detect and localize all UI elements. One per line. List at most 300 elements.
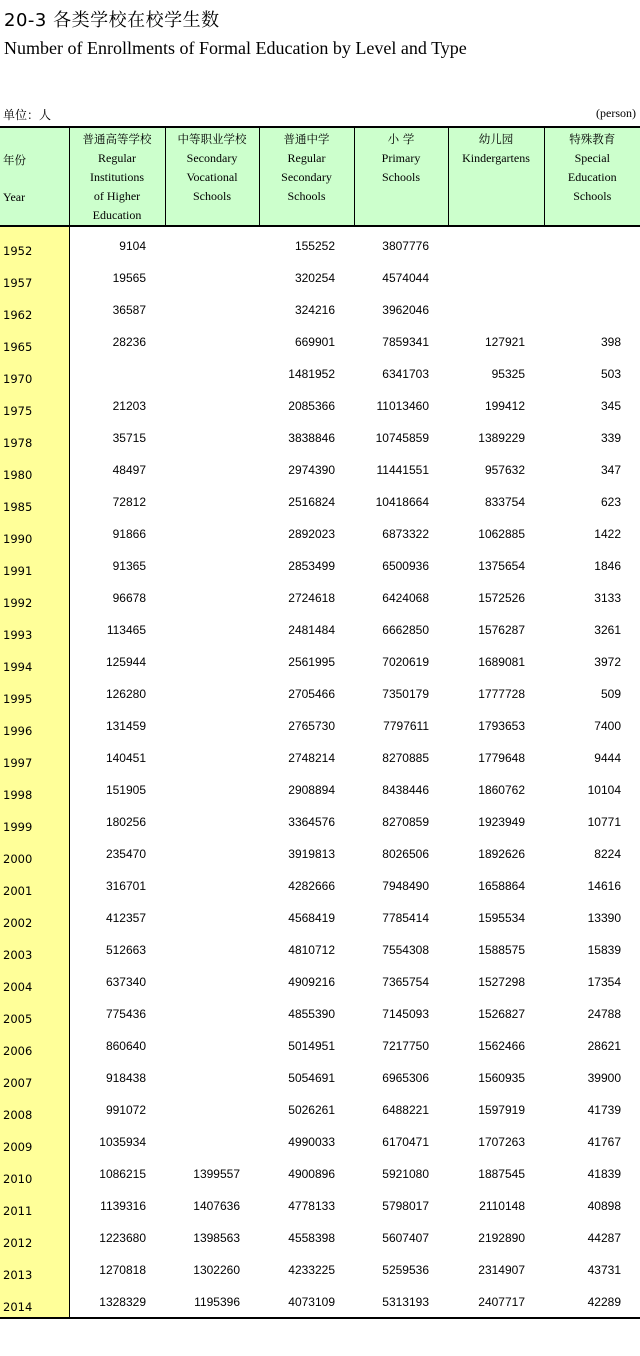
value-cell: 3972	[594, 655, 621, 669]
table-row	[0, 1093, 640, 1125]
year-cell: 2003	[0, 933, 69, 965]
value-cell: 36587	[112, 303, 146, 317]
value-cell: 6170471	[382, 1135, 429, 1149]
value-cell: 4233225	[288, 1263, 335, 1277]
value-cell: 5607407	[382, 1231, 429, 1245]
value-cell: 1407636	[193, 1199, 240, 1213]
year-cell: 1990	[0, 517, 69, 549]
year-cell: 1970	[0, 357, 69, 389]
value-cell	[165, 837, 259, 869]
value-cell: 5014951	[288, 1039, 335, 1053]
value-cell: 316701	[105, 879, 146, 893]
table-row	[0, 485, 640, 517]
value-cell: 17354	[587, 975, 621, 989]
value-cell: 6341703	[382, 367, 429, 381]
value-cell: 2110148	[479, 1199, 525, 1213]
value-cell: 11441551	[376, 463, 429, 477]
value-cell: 1527298	[478, 975, 525, 989]
year-cell: 2007	[0, 1061, 69, 1093]
value-cell: 1777728	[478, 687, 525, 701]
column-header-cn: 小 学	[387, 132, 415, 146]
value-cell	[165, 1125, 259, 1157]
year-cell: 1985	[0, 485, 69, 517]
column-header-en-line: Primary	[381, 151, 421, 165]
year-cell: 2006	[0, 1029, 69, 1061]
value-cell: 140451	[105, 751, 146, 765]
value-cell: 155252	[294, 239, 335, 253]
value-cell: 2974390	[288, 463, 335, 477]
value-cell	[165, 741, 259, 773]
column-header-en-line: Institutions	[89, 170, 144, 184]
value-cell: 41739	[587, 1103, 621, 1117]
year-cell: 2014	[0, 1285, 69, 1318]
value-cell: 10771	[587, 815, 621, 829]
column-header-cn: 普通高等学校	[82, 132, 152, 146]
value-cell: 4282666	[288, 879, 335, 893]
value-cell: 509	[600, 687, 621, 701]
year-cell: 2008	[0, 1093, 69, 1125]
year-cell: 2002	[0, 901, 69, 933]
value-cell: 127921	[484, 335, 525, 349]
value-cell: 503	[600, 367, 621, 381]
value-cell	[165, 226, 259, 261]
value-cell: 1707263	[478, 1135, 525, 1149]
value-cell: 125944	[105, 655, 146, 669]
value-cell: 8270885	[382, 751, 429, 765]
table-row	[0, 1285, 640, 1318]
value-cell: 623	[600, 495, 621, 509]
value-cell: 6662850	[382, 623, 429, 637]
value-cell: 5798017	[382, 1199, 429, 1213]
value-cell: 2407717	[448, 1285, 544, 1318]
value-cell: 2853499	[288, 559, 335, 573]
value-cell	[165, 997, 259, 1029]
table-row	[0, 677, 640, 709]
value-cell	[165, 325, 259, 357]
value-cell: 775436	[105, 1007, 146, 1021]
value-cell: 72812	[112, 495, 146, 509]
value-cell: 2908894	[288, 783, 335, 797]
table-row	[0, 997, 640, 1029]
value-cell: 4810712	[288, 943, 335, 957]
year-cell: 1965	[0, 325, 69, 357]
value-cell: 1399557	[193, 1167, 240, 1181]
value-cell	[165, 933, 259, 965]
column-header-regular-secondary	[259, 127, 354, 226]
value-cell: 95325	[491, 367, 525, 381]
value-cell: 43731	[587, 1263, 621, 1277]
year-cell: 2013	[0, 1253, 69, 1285]
table-row	[0, 581, 640, 613]
value-cell: 1389229	[478, 431, 525, 445]
year-cell: 2012	[0, 1221, 69, 1253]
column-header-primary	[354, 127, 448, 226]
value-cell: 4073109	[259, 1285, 354, 1318]
value-cell: 1481952	[288, 367, 335, 381]
value-cell: 44287	[587, 1231, 621, 1245]
value-cell: 6488221	[382, 1103, 429, 1117]
value-cell: 6965306	[382, 1071, 429, 1085]
value-cell: 2481484	[288, 623, 335, 637]
year-cell: 1957	[0, 261, 69, 293]
value-cell: 4909216	[288, 975, 335, 989]
value-cell: 7020619	[382, 655, 429, 669]
value-cell: 19565	[112, 271, 146, 285]
value-cell: 4568419	[288, 911, 335, 925]
value-cell: 4855390	[288, 1007, 335, 1021]
value-cell	[165, 293, 259, 325]
column-header-en-line: Vocational	[186, 170, 238, 184]
value-cell: 9104	[119, 239, 146, 253]
value-cell: 7400	[594, 719, 621, 733]
value-cell: 1576287	[478, 623, 525, 637]
value-cell: 7948490	[382, 879, 429, 893]
value-cell: 48497	[112, 463, 146, 477]
value-cell: 637340	[105, 975, 146, 989]
column-header-en-line: Schools	[381, 170, 420, 184]
unit-label-english: (person)	[596, 106, 636, 120]
year-cell: 1952	[0, 226, 69, 261]
value-cell: 7554308	[382, 943, 429, 957]
value-cell: 4778133	[288, 1199, 335, 1213]
value-cell: 5259536	[382, 1263, 429, 1277]
column-header-en-line: Secondary	[186, 151, 238, 165]
value-cell: 7859341	[382, 335, 429, 349]
year-cell: 1992	[0, 581, 69, 613]
column-header-special-education	[544, 127, 640, 226]
value-cell: 320254	[294, 271, 335, 285]
value-cell: 96678	[112, 591, 146, 605]
table-row	[0, 517, 640, 549]
table-row	[0, 645, 640, 677]
value-cell: 1086215	[99, 1167, 146, 1181]
table-row	[0, 837, 640, 869]
value-cell: 39900	[587, 1071, 621, 1085]
value-cell	[165, 485, 259, 517]
value-cell: 2705466	[288, 687, 335, 701]
value-cell: 1588575	[478, 943, 525, 957]
value-cell: 151905	[105, 783, 146, 797]
table-row	[0, 1221, 640, 1253]
value-cell	[165, 421, 259, 453]
value-cell: 1779648	[478, 751, 525, 765]
column-header-cn: 普通中学	[283, 132, 330, 146]
value-cell: 235470	[105, 847, 146, 861]
value-cell: 1195396	[165, 1285, 259, 1318]
column-header-en-line: Special	[574, 151, 610, 165]
value-cell: 91365	[112, 559, 146, 573]
value-cell: 91866	[112, 527, 146, 541]
year-cell: 2010	[0, 1157, 69, 1189]
column-header-en-line: Regular	[98, 151, 136, 165]
value-cell: 41839	[587, 1167, 621, 1181]
year-cell: 1980	[0, 453, 69, 485]
value-cell	[165, 901, 259, 933]
value-cell: 6424068	[382, 591, 429, 605]
value-cell	[165, 709, 259, 741]
value-cell: 1062885	[478, 527, 525, 541]
value-cell: 126280	[105, 687, 146, 701]
value-cell: 339	[600, 431, 621, 445]
column-header-kindergartens	[448, 127, 544, 226]
value-cell: 7350179	[382, 687, 429, 701]
value-cell: 7797611	[383, 719, 429, 733]
value-cell: 1597919	[478, 1103, 525, 1117]
table-row	[0, 741, 640, 773]
value-cell: 4558398	[288, 1231, 335, 1245]
table-row	[0, 709, 640, 741]
value-cell: 1223680	[99, 1231, 146, 1245]
value-cell	[165, 677, 259, 709]
value-cell: 860640	[105, 1039, 146, 1053]
value-cell: 7785414	[382, 911, 429, 925]
value-cell: 991072	[105, 1103, 146, 1117]
table-body	[0, 226, 640, 1318]
table-row	[0, 933, 640, 965]
value-cell: 8270859	[382, 815, 429, 829]
value-cell: 1422	[594, 527, 621, 541]
year-cell: 1991	[0, 549, 69, 581]
value-cell: 957632	[484, 463, 525, 477]
value-cell: 1035934	[99, 1135, 146, 1149]
table-row	[0, 226, 640, 261]
value-cell: 35715	[112, 431, 146, 445]
value-cell: 7145093	[382, 1007, 429, 1021]
value-cell: 833754	[484, 495, 525, 509]
value-cell	[165, 389, 259, 421]
value-cell: 3261	[594, 623, 621, 637]
value-cell: 3133	[594, 591, 621, 605]
value-cell: 2192890	[478, 1231, 525, 1245]
value-cell: 1923949	[478, 815, 525, 829]
column-header-en-line: Schools	[192, 189, 231, 203]
year-cell: 1999	[0, 805, 69, 837]
table-row	[0, 549, 640, 581]
column-header-en-line: Regular	[287, 151, 326, 165]
year-cell: 2011	[0, 1189, 69, 1221]
value-cell: 1562466	[478, 1039, 525, 1053]
value-cell	[448, 261, 544, 293]
value-cell: 4900896	[288, 1167, 335, 1181]
header-row	[0, 127, 640, 226]
value-cell: 7217750	[382, 1039, 429, 1053]
value-cell: 180256	[105, 815, 146, 829]
column-header-year	[0, 127, 69, 226]
value-cell: 2892023	[288, 527, 335, 541]
column-header-en-line: Secondary	[281, 170, 332, 184]
value-cell: 1139316	[100, 1199, 146, 1213]
value-cell: 1793653	[478, 719, 525, 733]
value-cell: 1375654	[478, 559, 525, 573]
value-cell: 9444	[594, 751, 621, 765]
value-cell: 3962046	[382, 303, 429, 317]
column-header-year-cn: 年份	[3, 153, 26, 167]
value-cell: 1270818	[99, 1263, 146, 1277]
table-row	[0, 357, 640, 389]
value-cell: 2748214	[288, 751, 335, 765]
value-cell: 40898	[587, 1199, 621, 1213]
value-cell	[165, 453, 259, 485]
value-cell: 3838846	[288, 431, 335, 445]
value-cell: 2314907	[478, 1263, 525, 1277]
unit-label-chinese: 单位：人	[3, 108, 52, 122]
value-cell: 131459	[105, 719, 146, 733]
value-cell	[69, 357, 165, 389]
table-row	[0, 869, 640, 901]
value-cell: 347	[600, 463, 621, 477]
value-cell: 5921080	[382, 1167, 429, 1181]
value-cell: 345	[600, 399, 621, 413]
year-cell: 2000	[0, 837, 69, 869]
value-cell: 918438	[105, 1071, 146, 1085]
value-cell: 15839	[587, 943, 621, 957]
value-cell	[165, 549, 259, 581]
value-cell: 6500936	[382, 559, 429, 573]
value-cell: 1887545	[478, 1167, 525, 1181]
table-title-english: Number of Enrollments of Formal Education by Level and Type	[4, 38, 467, 58]
value-cell: 14616	[587, 879, 621, 893]
table-row	[0, 1157, 640, 1189]
table-row	[0, 965, 640, 997]
year-cell: 1995	[0, 677, 69, 709]
value-cell	[544, 261, 640, 293]
column-header-cn: 特殊教育	[569, 132, 616, 146]
value-cell	[165, 1093, 259, 1125]
year-cell: 1978	[0, 421, 69, 453]
value-cell	[165, 357, 259, 389]
value-cell	[544, 226, 640, 261]
column-header-en-line: Education	[567, 170, 617, 184]
column-header-secondary-vocational	[165, 127, 259, 226]
value-cell: 5054691	[288, 1071, 335, 1085]
value-cell	[165, 645, 259, 677]
value-cell: 2085366	[288, 399, 335, 413]
column-header-en-line: Schools	[573, 189, 612, 203]
value-cell	[165, 1029, 259, 1061]
value-cell: 4574044	[382, 271, 429, 285]
table-row	[0, 1253, 640, 1285]
value-cell	[448, 293, 544, 325]
year-cell: 1962	[0, 293, 69, 325]
value-cell: 113465	[106, 623, 146, 637]
year-cell: 1998	[0, 773, 69, 805]
value-cell	[165, 1061, 259, 1093]
value-cell: 41767	[587, 1135, 621, 1149]
table-row	[0, 805, 640, 837]
value-cell: 1846	[594, 559, 621, 573]
value-cell: 11013460	[376, 399, 429, 413]
column-header-cn: 中等职业学校	[177, 132, 247, 146]
value-cell	[448, 226, 544, 261]
value-cell: 4990033	[288, 1135, 335, 1149]
column-header-higher-education	[69, 127, 165, 226]
value-cell: 1892626	[478, 847, 525, 861]
value-cell	[165, 965, 259, 997]
table-row	[0, 773, 640, 805]
value-cell: 3364576	[288, 815, 335, 829]
table-row	[0, 901, 640, 933]
column-header-year-en: Year	[3, 190, 26, 204]
value-cell: 28621	[587, 1039, 621, 1053]
value-cell: 2516824	[288, 495, 335, 509]
value-cell	[165, 261, 259, 293]
year-cell: 2004	[0, 965, 69, 997]
value-cell: 2561995	[288, 655, 335, 669]
value-cell: 1560935	[478, 1071, 525, 1085]
value-cell: 8224	[594, 847, 621, 861]
value-cell	[544, 293, 640, 325]
table-row	[0, 453, 640, 485]
value-cell: 512663	[105, 943, 146, 957]
year-cell: 2001	[0, 869, 69, 901]
table-row	[0, 1189, 640, 1221]
value-cell	[165, 869, 259, 901]
value-cell: 1302260	[193, 1263, 240, 1277]
value-cell: 3807776	[382, 239, 429, 253]
value-cell: 8026506	[382, 847, 429, 861]
year-cell: 1996	[0, 709, 69, 741]
column-header-en-line: Education	[92, 208, 142, 222]
value-cell: 10745859	[375, 431, 429, 445]
value-cell: 398	[600, 335, 621, 349]
value-cell	[165, 517, 259, 549]
value-cell: 1689081	[478, 655, 525, 669]
value-cell: 3919813	[288, 847, 335, 861]
table-row	[0, 1125, 640, 1157]
year-cell: 1993	[0, 613, 69, 645]
value-cell: 2724618	[288, 591, 335, 605]
value-cell: 10104	[587, 783, 621, 797]
table-row	[0, 389, 640, 421]
column-header-cn: 幼儿园	[478, 132, 514, 146]
year-cell: 1994	[0, 645, 69, 677]
value-cell: 24788	[587, 1007, 621, 1021]
value-cell: 1328329	[69, 1285, 165, 1318]
value-cell: 199412	[484, 399, 525, 413]
column-header-en-line: of Higher	[93, 189, 141, 203]
value-cell: 42289	[544, 1285, 640, 1318]
value-cell: 1860762	[478, 783, 525, 797]
value-cell: 7365754	[382, 975, 429, 989]
value-cell	[165, 805, 259, 837]
year-cell: 2009	[0, 1125, 69, 1157]
table-row	[0, 421, 640, 453]
table-row	[0, 261, 640, 293]
value-cell: 1526827	[478, 1007, 525, 1021]
value-cell: 6873322	[382, 527, 429, 541]
value-cell: 669901	[294, 335, 335, 349]
value-cell: 2765730	[288, 719, 335, 733]
column-header-en-line: Kindergartens	[462, 151, 530, 165]
value-cell: 5026261	[288, 1103, 335, 1117]
value-cell	[165, 773, 259, 805]
value-cell: 8438446	[382, 783, 429, 797]
table-title-chinese: 20-3 各类学校在校学生数	[4, 10, 220, 31]
value-cell: 10418664	[375, 495, 429, 509]
value-cell: 28236	[112, 335, 146, 349]
year-cell: 1975	[0, 389, 69, 421]
year-cell: 2005	[0, 997, 69, 1029]
value-cell: 1572526	[478, 591, 525, 605]
value-cell: 412357	[105, 911, 146, 925]
enrollment-table	[0, 126, 640, 1319]
value-cell	[165, 613, 259, 645]
value-cell: 21203	[112, 399, 146, 413]
value-cell: 1595534	[478, 911, 525, 925]
table-row	[0, 1061, 640, 1093]
value-cell: 5313193	[354, 1285, 448, 1318]
column-header-en-line: Schools	[287, 189, 326, 203]
